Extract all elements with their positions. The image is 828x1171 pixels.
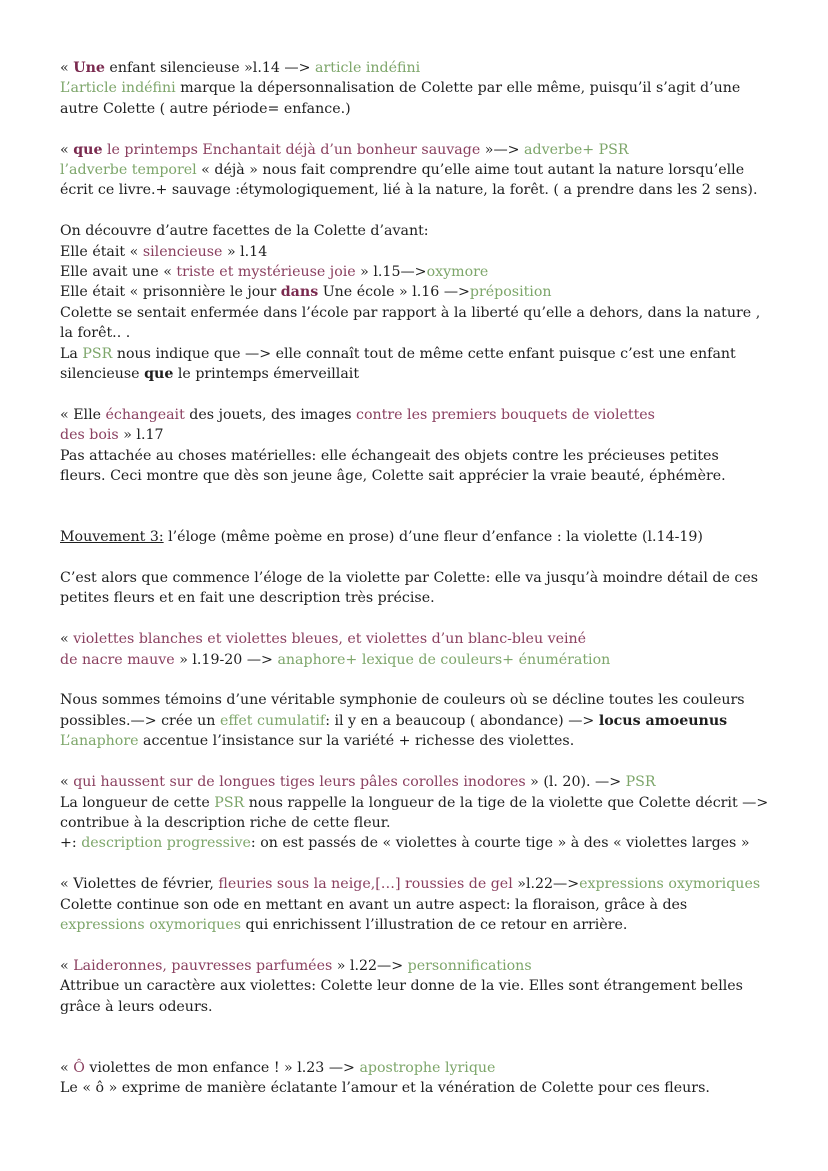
- text-line: [60, 282, 780, 302]
- text-line: [60, 874, 780, 894]
- blank-line: [60, 670, 780, 690]
- text-segment: enfant silencieuse »l.14 —>: [104, 60, 315, 76]
- text-line: [60, 833, 780, 853]
- text-line: [60, 140, 780, 160]
- text-line: [60, 690, 780, 710]
- text-segment: Elle avait une «: [60, 264, 177, 281]
- text-line: [60, 895, 780, 915]
- text-segment: qui enrichissent l’illustration de ce retour en arrière.: [241, 916, 628, 933]
- text-segment: La: [60, 345, 83, 362]
- quoted-excerpt: violettes blanches et violettes bleues, et violettes d’un blanc-bleu veiné: [73, 631, 587, 648]
- text-segment: La longueur de cette: [60, 794, 215, 811]
- text-line: [60, 731, 780, 751]
- text-segment: possibles.—> crée un: [60, 712, 220, 729]
- text-line: [60, 527, 780, 547]
- text-segment: « Violettes de février,: [60, 876, 219, 893]
- annotation-term: L’article indéfini: [60, 80, 176, 97]
- text-segment: « déjà » nous fait comprendre qu’elle aime tout autant la nature lorsqu’elle: [196, 162, 745, 179]
- text-segment: »—>: [480, 141, 525, 158]
- text-segment: marque la dépersonnalisation de Colette par elle même, puisqu’il s’agit d’une: [175, 80, 741, 97]
- annotation-term: oxymore: [426, 264, 489, 281]
- text-segment: : on est passés de « violettes à courte tige » à des « violettes larges »: [250, 835, 750, 852]
- text-line: [60, 772, 780, 792]
- blank-line: [60, 119, 780, 139]
- text-segment: Colette se sentait enfermée dans l’école par rapport à la liberté qu’elle a dehors, dans la nature ,: [60, 304, 761, 321]
- text-segment: » l.19-20 —>: [174, 651, 278, 668]
- quoted-excerpt: Ô: [73, 1059, 85, 1076]
- text-line: [60, 813, 780, 833]
- annotation-term: personnifications: [407, 957, 532, 974]
- text-segment: silencieuse: [60, 366, 145, 383]
- text-segment: «: [60, 141, 74, 158]
- quoted-excerpt: le printemps Enchantait déjà d’un bonheur sauvage: [106, 141, 481, 158]
- annotation-term: l’adverbe temporel: [60, 162, 197, 179]
- text-segment: locus amoeunus: [598, 712, 728, 729]
- text-line: [60, 242, 780, 262]
- quoted-excerpt: que: [73, 141, 103, 158]
- text-segment: fleurs. Ceci montre que dès son jeune âge, Colette sait apprécier la vraie beauté, éphémère.: [60, 468, 726, 485]
- text-segment: Pas attachée au choses matérielles: elle échangeait des objets contre les précieuses petites: [60, 447, 719, 464]
- annotation-term: L’anaphore: [60, 733, 139, 750]
- blank-line: [60, 384, 780, 404]
- text-line: [60, 1058, 780, 1078]
- text-segment: Attribue un caractère aux violettes: Colette leur donne de la vie. Elles sont étrangement belles: [60, 978, 743, 995]
- text-segment: nous rappelle la longueur de la tige de la violette que Colette décrit —>: [244, 794, 769, 811]
- annotation-term: adverbe+ PSR: [524, 141, 629, 158]
- text-segment: Nous sommes témoins d’une véritable symphonie de couleurs où se décline toutes les couleurs: [60, 692, 745, 709]
- blank-line: [60, 752, 780, 772]
- text-line: [60, 629, 780, 649]
- text-segment: que: [144, 366, 174, 383]
- quoted-excerpt: silencieuse: [142, 243, 223, 260]
- text-segment: C’est alors que commence l’éloge de la violette par Colette: elle va jusqu’à moindre détail de ces: [60, 570, 759, 587]
- text-line: [60, 425, 780, 445]
- text-segment: accentue l’insistance sur la variété + richesse des violettes.: [138, 733, 575, 750]
- quoted-excerpt: contre les premiers bouquets de violettes: [356, 406, 655, 423]
- quoted-excerpt: des bois: [60, 427, 119, 444]
- text-segment: l’éloge (même poème en prose) d’une fleur d’enfance : la violette (l.14-19): [163, 529, 703, 546]
- text-segment: On découvre d’autre facettes de la Colette d’avant:: [60, 223, 429, 240]
- text-segment: «: [60, 957, 74, 974]
- text-line: [60, 976, 780, 996]
- quoted-excerpt: Laideronnes, pauvresses parfumées: [73, 957, 333, 974]
- text-line: [60, 99, 780, 119]
- section-gap: [60, 486, 780, 527]
- text-line: [60, 1078, 780, 1098]
- text-segment: contribue à la description riche de cette fleur.: [60, 814, 391, 831]
- text-line: [60, 711, 780, 731]
- blank-line: [60, 854, 780, 874]
- text-segment: la forêt.. .: [60, 325, 131, 342]
- text-line: [60, 466, 780, 486]
- text-segment: Une école » l.16 —>: [318, 284, 470, 301]
- section-gap: [60, 1017, 780, 1058]
- text-line: [60, 793, 780, 813]
- text-segment: Elle était «: [60, 243, 143, 260]
- text-segment: » l.14: [222, 243, 268, 260]
- document-page: [60, 58, 780, 1099]
- blank-line: [60, 609, 780, 629]
- blank-line: [60, 935, 780, 955]
- text-line: [60, 446, 780, 466]
- text-segment: nous indique que —> elle connaît tout de même cette enfant puisque c’est une enfant: [112, 345, 736, 362]
- text-line: [60, 323, 780, 343]
- text-line: [60, 78, 780, 98]
- annotation-term: description progressive: [81, 835, 251, 852]
- quoted-excerpt: fleuries sous la neige,[…] roussies de gel: [218, 876, 513, 893]
- text-segment: «: [60, 774, 74, 791]
- text-segment: le printemps émerveillait: [173, 366, 360, 383]
- text-line: [60, 588, 780, 608]
- text-line: [60, 221, 780, 241]
- text-segment: Colette continue son ode en mettant en avant un autre aspect: la floraison, grâce à des: [60, 896, 688, 913]
- text-line: [60, 262, 780, 282]
- blank-line: [60, 548, 780, 568]
- text-line: [60, 915, 780, 935]
- text-segment: «: [60, 631, 74, 648]
- text-segment: » l.22—>: [332, 957, 408, 974]
- text-segment: » l.17: [118, 427, 164, 444]
- text-line: [60, 58, 780, 78]
- text-line: [60, 344, 780, 364]
- annotation-term: expressions oxymoriques: [579, 876, 761, 893]
- text-segment: Elle était « prisonnière le jour: [60, 284, 281, 301]
- text-segment: grâce à leurs odeurs.: [60, 998, 213, 1015]
- quoted-excerpt: qui haussent sur de longues tiges leurs pâles corolles inodores: [73, 774, 526, 791]
- annotation-term: anaphore+ lexique de couleurs+ énumération: [277, 651, 611, 668]
- annotation-term: article indéfini: [315, 60, 421, 76]
- text-segment: Mouvement 3:: [60, 529, 164, 546]
- text-segment: » (l. 20). —>: [525, 774, 626, 791]
- annotation-term: PSR: [82, 345, 113, 362]
- text-line: [60, 364, 780, 384]
- text-segment: : il y en a beaucoup ( abondance) —>: [325, 712, 599, 729]
- text-segment: autre Colette ( autre période= enfance.): [60, 100, 351, 117]
- text-line: [60, 303, 780, 323]
- text-segment: des jouets, des images: [184, 406, 357, 423]
- annotation-term: apostrophe lyrique: [359, 1059, 496, 1076]
- text-segment: écrit ce livre.+ sauvage :étymologiquement, lié à la nature, la forêt. ( a prendre dans les 2 sens).: [60, 182, 758, 199]
- text-segment: petites fleurs et en fait une description très précise.: [60, 590, 435, 607]
- quoted-excerpt: Une: [73, 60, 105, 76]
- blank-line: [60, 201, 780, 221]
- text-segment: Le « ô » exprime de manière éclatante l’amour et la vénération de Colette pour ces fleurs.: [60, 1080, 710, 1097]
- text-line: [60, 650, 780, 670]
- annotation-term: PSR: [625, 774, 656, 791]
- text-segment: violettes de mon enfance ! » l.23 —>: [84, 1059, 360, 1076]
- text-segment: «: [60, 1059, 74, 1076]
- annotation-term: effet cumulatif: [219, 712, 326, 729]
- text-line: [60, 568, 780, 588]
- quoted-excerpt: de nacre mauve: [60, 651, 175, 668]
- quoted-excerpt: échangeait: [105, 406, 185, 423]
- text-segment: «: [60, 60, 74, 76]
- text-segment: »l.22—>: [512, 876, 580, 893]
- text-segment: +:: [60, 835, 82, 852]
- quoted-excerpt: dans: [280, 284, 319, 301]
- text-segment: « Elle: [60, 406, 106, 423]
- text-segment: » l.15—>: [355, 264, 427, 281]
- text-line: [60, 997, 780, 1017]
- text-line: [60, 956, 780, 976]
- text-line: [60, 180, 780, 200]
- text-line: [60, 405, 780, 425]
- text-line: [60, 160, 780, 180]
- annotation-term: expressions oxymoriques: [60, 916, 241, 933]
- quoted-excerpt: triste et mystérieuse joie: [176, 264, 356, 281]
- annotation-term: PSR: [214, 794, 245, 811]
- annotation-term: préposition: [469, 284, 552, 301]
